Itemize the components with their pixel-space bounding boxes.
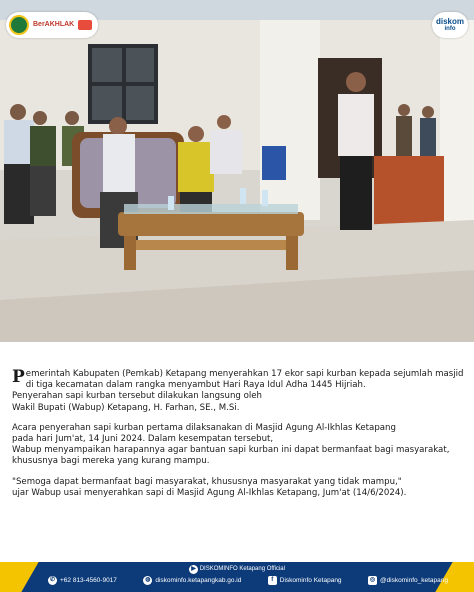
article-line-3: Penyerahan sapi kurban tersebut dilakukan langsung oleh: [12, 391, 262, 402]
contact-facebook[interactable]: [268, 576, 342, 585]
instagram-handle: @diskominfo_ketapang: [379, 577, 448, 584]
contact-row: [48, 576, 448, 585]
regency-emblem-icon: [9, 15, 29, 35]
footer-band: [0, 562, 474, 592]
article-body: [12, 369, 468, 499]
article-quote-line-2: ujar Wabup usai menyerahkan sapi di Masjid Agung Al-Ikhlas Ketapang, Jum'at (14/6/2024).: [12, 487, 407, 498]
official-label: DISKOMINFO Ketapang Official: [199, 566, 285, 572]
contact-instagram[interactable]: [368, 576, 448, 585]
globe-icon: ◍: [145, 577, 151, 583]
article-line-7: Wabup menyampaikan harapannya agar bantuan sapi kurban ini dapat bermanfaat bagi masyarakat,: [12, 445, 450, 456]
berakhlak-logo: [6, 12, 98, 38]
diskominfo-logo-line1: diskom: [435, 17, 464, 26]
article-line-2: di tiga kecamatan dalam rangka menyambut Hari Raya Idul Adha 1445 Hijriah.: [25, 380, 366, 391]
article-line-5: Acara penyerahan sapi kurban pertama dilaksanakan di Masjid Agung Al-Ikhlas Ketapang: [12, 422, 396, 433]
article-line-6: pada hari Jum'at, 14 Juni 2024. Dalam kesempatan tersebut,: [12, 434, 274, 445]
official-label-row: [0, 565, 474, 574]
drop-cap: P: [12, 367, 25, 387]
berakhlak-logo-text: BerAKHLAK: [33, 21, 75, 28]
diskominfo-logo: [432, 12, 468, 38]
article-quote-line-1: "Semoga dapat bermanfaat bagi masyarakat, khususnya masyarakat yang tidak mampu,": [12, 476, 402, 487]
youtube-icon: ▶: [189, 565, 198, 574]
instagram-icon: ◎: [369, 577, 376, 583]
article-line-1: Pemerintah Kabupaten (Pemkab) Ketapang menyerahkan 17 ekor sapi kurban kepada sejumlah masjid: [12, 367, 464, 387]
whatsapp-icon: ✆: [49, 577, 56, 583]
facebook-icon: f: [268, 576, 277, 585]
contact-website[interactable]: [143, 576, 241, 585]
article-line-8: khususnya bagi mereka yang kurang mampu.: [12, 456, 210, 467]
diskominfo-logo-line2: info: [444, 26, 456, 32]
phone-number: +62 813-4560-9017: [60, 577, 117, 584]
contact-phone[interactable]: [48, 576, 117, 585]
article-line-4: Wakil Bupati (Wabup) Ketapang, H. Farhan, SE., M.Si.: [12, 402, 240, 413]
bangga-melayani-icon: [78, 20, 92, 30]
website-url: diskominfo.ketapangkab.go.id: [155, 577, 242, 584]
facebook-handle: Diskominfo Ketapang: [279, 577, 342, 584]
